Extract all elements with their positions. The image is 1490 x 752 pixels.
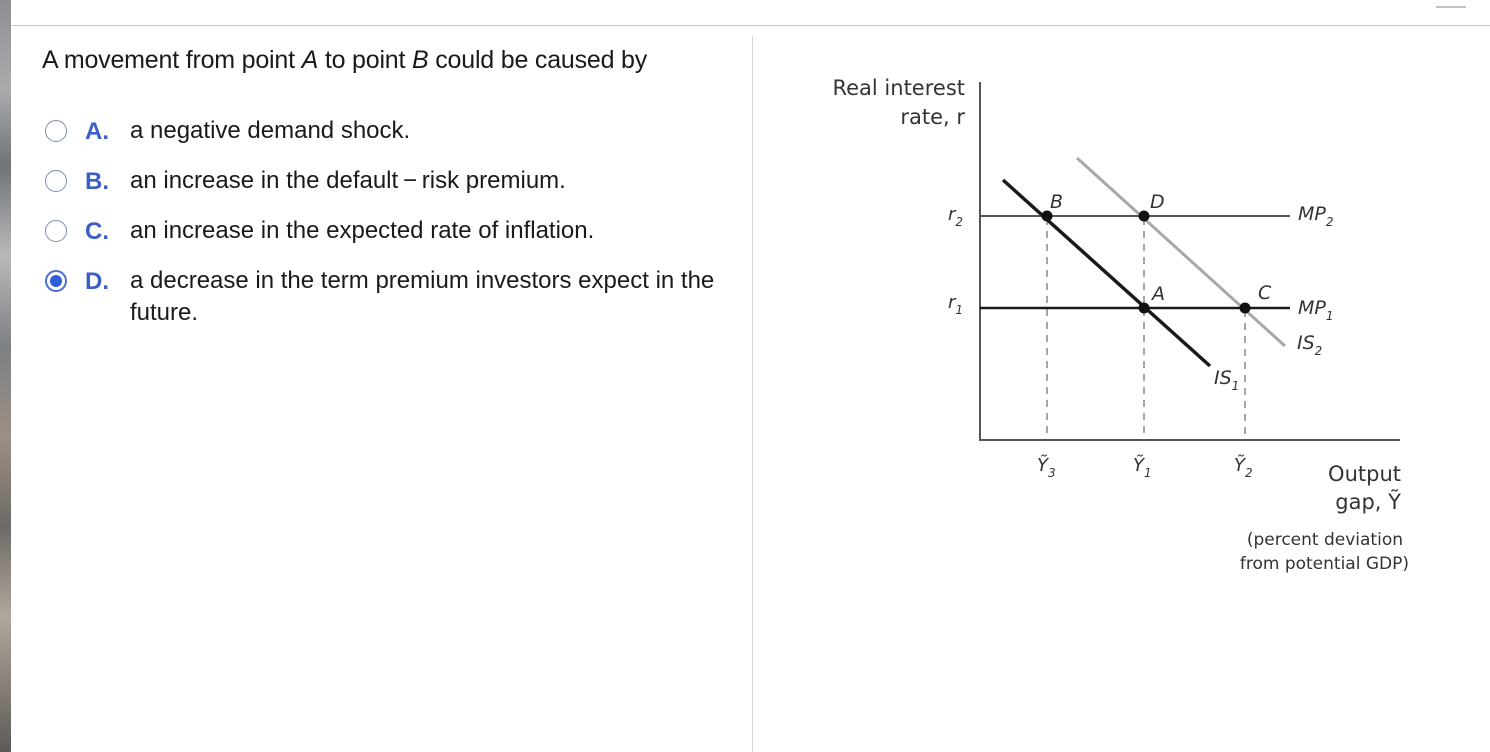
option-d-text[interactable]: a decrease in the term premium investors expect in the future. xyxy=(130,267,715,326)
y-tick-r2: $r_2$ xyxy=(948,204,964,229)
mp1-label: $MP_1$ xyxy=(1298,297,1334,323)
option-d-letter: D. xyxy=(85,268,109,295)
point-a-label: A xyxy=(1152,283,1165,305)
is2-curve xyxy=(1077,158,1285,346)
option-b-letter: B. xyxy=(85,168,109,195)
point-c-marker xyxy=(1240,303,1251,314)
option-b-text[interactable]: an increase in the default − risk premium. xyxy=(130,167,566,194)
x-axis-note-line2: from potential GDP) xyxy=(1239,554,1409,574)
x-tick-y3: Ỹ$_3$ xyxy=(1037,455,1056,480)
point-d-marker xyxy=(1139,211,1150,222)
x-axis-note-line1: (percent deviation xyxy=(1246,530,1403,550)
is1-label: $IS_1$ xyxy=(1214,367,1240,393)
x-axis-label-line1: Output xyxy=(1328,462,1401,486)
point-c-label: C xyxy=(1258,282,1272,304)
option-a-text[interactable]: a negative demand shock. xyxy=(130,117,411,144)
y-axis-label-line2: rate, r xyxy=(900,105,965,129)
question-point-a: A xyxy=(301,46,319,74)
point-d-label: D xyxy=(1150,191,1165,213)
option-a-letter: A. xyxy=(85,118,109,145)
question-point-b: B xyxy=(412,46,429,74)
x-axis-label-line2: gap, Ỹ xyxy=(1335,490,1401,514)
x-tick-y2: Ỹ$_2$ xyxy=(1234,455,1253,480)
point-b-label: B xyxy=(1050,191,1064,213)
is2-label: $IS_2$ xyxy=(1297,332,1323,358)
y-axis-label-line1: Real interest xyxy=(832,76,965,100)
point-a-marker xyxy=(1139,303,1150,314)
question-text: A movement from point A to point B could be caused by xyxy=(42,46,648,74)
mp2-label: $MP_2$ xyxy=(1298,203,1334,229)
y-tick-r1: $r_1$ xyxy=(948,292,964,317)
is1-curve xyxy=(1003,180,1210,366)
option-c-letter: C. xyxy=(85,218,109,245)
option-c-text[interactable]: an increase in the expected rate of inflation. xyxy=(130,217,595,244)
x-tick-y1: Ỹ$_1$ xyxy=(1133,455,1152,480)
